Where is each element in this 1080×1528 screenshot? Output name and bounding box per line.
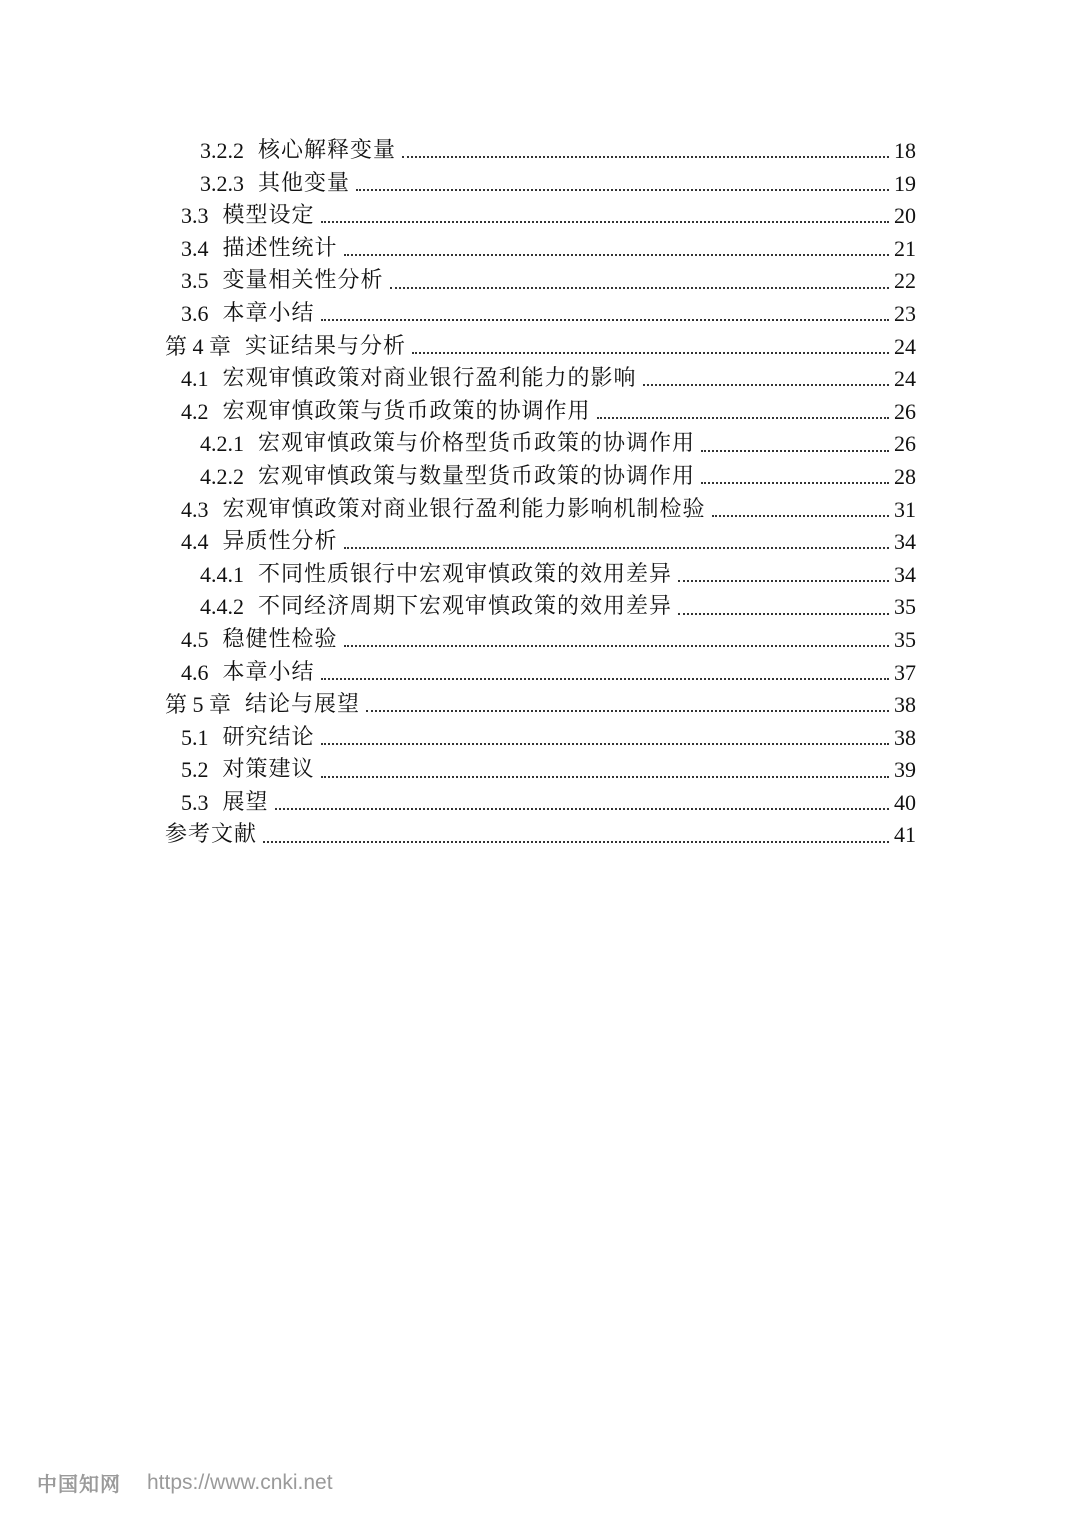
toc-entry[interactable] <box>0 396 1080 429</box>
toc-entry-page: 20 <box>894 203 916 229</box>
toc-entry[interactable] <box>0 135 1080 168</box>
cnki-watermark <box>37 1468 333 1497</box>
toc-entry-title: 结论与展望 <box>245 692 361 718</box>
toc-dot-leader <box>701 450 889 452</box>
toc-dot-leader <box>344 547 889 549</box>
toc-entry[interactable] <box>0 689 1080 722</box>
toc-entry-page: 24 <box>894 366 916 392</box>
toc-dot-leader <box>678 613 889 615</box>
toc-entry-page: 35 <box>894 626 916 652</box>
toc-dot-leader <box>321 776 889 778</box>
toc-entry-page: 37 <box>894 659 916 685</box>
toc-entry[interactable] <box>0 265 1080 298</box>
toc-dot-leader <box>275 808 889 810</box>
toc-entry-page: 23 <box>894 300 916 326</box>
toc-entry-page: 28 <box>894 463 916 489</box>
toc-entry-number: 3.5 <box>181 268 209 294</box>
toc-entry-number: 4.5 <box>181 626 209 652</box>
toc-entry[interactable] <box>0 363 1080 396</box>
toc-entry[interactable] <box>0 200 1080 233</box>
toc-entry-number: 4.2 <box>181 398 209 424</box>
toc-entry-title: 研究结论 <box>222 724 315 750</box>
toc-dot-leader <box>356 189 889 191</box>
toc-entry[interactable] <box>0 787 1080 820</box>
toc-entry-title: 异质性分析 <box>222 529 338 555</box>
toc-entry[interactable] <box>0 526 1080 559</box>
toc-entry-number: 3.4 <box>181 235 209 261</box>
toc-entry-page: 19 <box>894 170 916 196</box>
toc-entry-number: 5.2 <box>181 757 209 783</box>
toc-entry-title: 宏观审慎政策对商业银行盈利能力影响机制检验 <box>222 496 706 522</box>
toc-entry-page: 21 <box>894 235 916 261</box>
toc-entry-number: 4.6 <box>181 659 209 685</box>
toc-entry-title: 宏观审慎政策与价格型货币政策的协调作用 <box>258 431 696 457</box>
toc-entry[interactable] <box>0 331 1080 364</box>
toc-entry-title: 其他变量 <box>258 170 351 196</box>
toc-entry-title: 描述性统计 <box>222 235 338 261</box>
toc-entry-number: 3.2.2 <box>200 138 244 163</box>
toc-dot-leader <box>597 417 889 419</box>
toc-dot-leader <box>402 156 889 158</box>
toc-dot-leader <box>263 841 889 843</box>
toc-dot-leader <box>321 319 889 321</box>
toc-dot-leader <box>321 743 889 745</box>
toc-entry-page: 41 <box>894 822 916 848</box>
toc-entry-page: 40 <box>894 789 916 815</box>
toc-entry-page: 22 <box>894 268 916 294</box>
toc-entry-title: 模型设定 <box>222 203 315 229</box>
toc-dot-leader <box>678 580 889 582</box>
toc-entry-number: 3.6 <box>181 300 209 326</box>
toc-entry-number: 4.4 <box>181 529 209 555</box>
toc-entry[interactable] <box>0 168 1080 201</box>
toc-entry-title: 对策建议 <box>222 757 315 783</box>
toc-dot-leader <box>701 482 889 484</box>
toc-entry-page: 34 <box>894 529 916 555</box>
toc-entry-title: 展望 <box>222 789 269 815</box>
toc-entry-number: 4.4.1 <box>200 561 244 587</box>
toc-entry[interactable] <box>0 559 1080 592</box>
table-of-contents <box>0 135 1080 852</box>
toc-entry[interactable] <box>0 819 1080 852</box>
toc-entry-number: 第 4 章 <box>165 333 232 359</box>
toc-entry-title: 本章小结 <box>222 659 315 685</box>
toc-entry-number: 3.3 <box>181 203 209 229</box>
toc-entry[interactable] <box>0 233 1080 266</box>
toc-entry-page: 26 <box>894 398 916 424</box>
toc-entry-title: 宏观审慎政策对商业银行盈利能力的影响 <box>222 366 637 392</box>
toc-entry-number: 5.3 <box>181 789 209 815</box>
toc-entry-title: 不同性质银行中宏观审慎政策的效用差异 <box>258 561 673 587</box>
toc-entry-title: 核心解释变量 <box>258 138 397 163</box>
toc-entry-page: 39 <box>894 757 916 783</box>
toc-entry-title: 稳健性检验 <box>222 626 338 652</box>
toc-dot-leader <box>412 352 889 354</box>
toc-dot-leader <box>321 678 889 680</box>
cnki-logo: 中国知网 <box>37 1472 121 1496</box>
toc-dot-leader <box>321 221 889 223</box>
toc-entry[interactable] <box>0 722 1080 755</box>
toc-entry-title: 参考文献 <box>165 822 258 848</box>
toc-entry[interactable] <box>0 428 1080 461</box>
toc-dot-leader <box>366 710 889 712</box>
toc-entry-page: 35 <box>894 594 916 620</box>
toc-list <box>0 135 1080 852</box>
toc-entry-page: 34 <box>894 561 916 587</box>
toc-entry-title: 实证结果与分析 <box>245 333 407 359</box>
toc-entry-title: 宏观审慎政策与货币政策的协调作用 <box>222 398 591 424</box>
toc-entry-page: 24 <box>894 333 916 359</box>
toc-entry-page: 38 <box>894 692 916 718</box>
toc-entry-number: 4.1 <box>181 366 209 392</box>
toc-entry-number: 4.2.1 <box>200 431 244 457</box>
toc-entry-number: 第 5 章 <box>165 692 232 718</box>
toc-dot-leader <box>390 287 889 289</box>
toc-entry-page: 31 <box>894 496 916 522</box>
toc-entry-title: 不同经济周期下宏观审慎政策的效用差异 <box>258 594 673 620</box>
toc-dot-leader <box>712 515 889 517</box>
toc-entry[interactable] <box>0 657 1080 690</box>
cnki-url[interactable]: https://www.cnki.net <box>147 1470 333 1494</box>
toc-entry-number: 4.4.2 <box>200 594 244 620</box>
toc-entry-number: 4.3 <box>181 496 209 522</box>
toc-entry-title: 变量相关性分析 <box>222 268 384 294</box>
toc-dot-leader <box>344 645 889 647</box>
toc-entry-title: 宏观审慎政策与数量型货币政策的协调作用 <box>258 463 696 489</box>
toc-entry[interactable] <box>0 624 1080 657</box>
toc-entry-number: 4.2.2 <box>200 463 244 489</box>
toc-entry-number: 3.2.3 <box>200 170 244 196</box>
toc-entry-title: 本章小结 <box>222 300 315 326</box>
toc-entry[interactable] <box>0 591 1080 624</box>
toc-entry-page: 38 <box>894 724 916 750</box>
toc-entry[interactable] <box>0 298 1080 331</box>
toc-entry[interactable] <box>0 494 1080 527</box>
toc-entry[interactable] <box>0 754 1080 787</box>
toc-dot-leader <box>344 254 889 256</box>
toc-dot-leader <box>643 384 889 386</box>
toc-entry-page: 18 <box>894 138 916 163</box>
toc-entry-page: 26 <box>894 431 916 457</box>
toc-entry-number: 5.1 <box>181 724 209 750</box>
toc-entry[interactable] <box>0 461 1080 494</box>
